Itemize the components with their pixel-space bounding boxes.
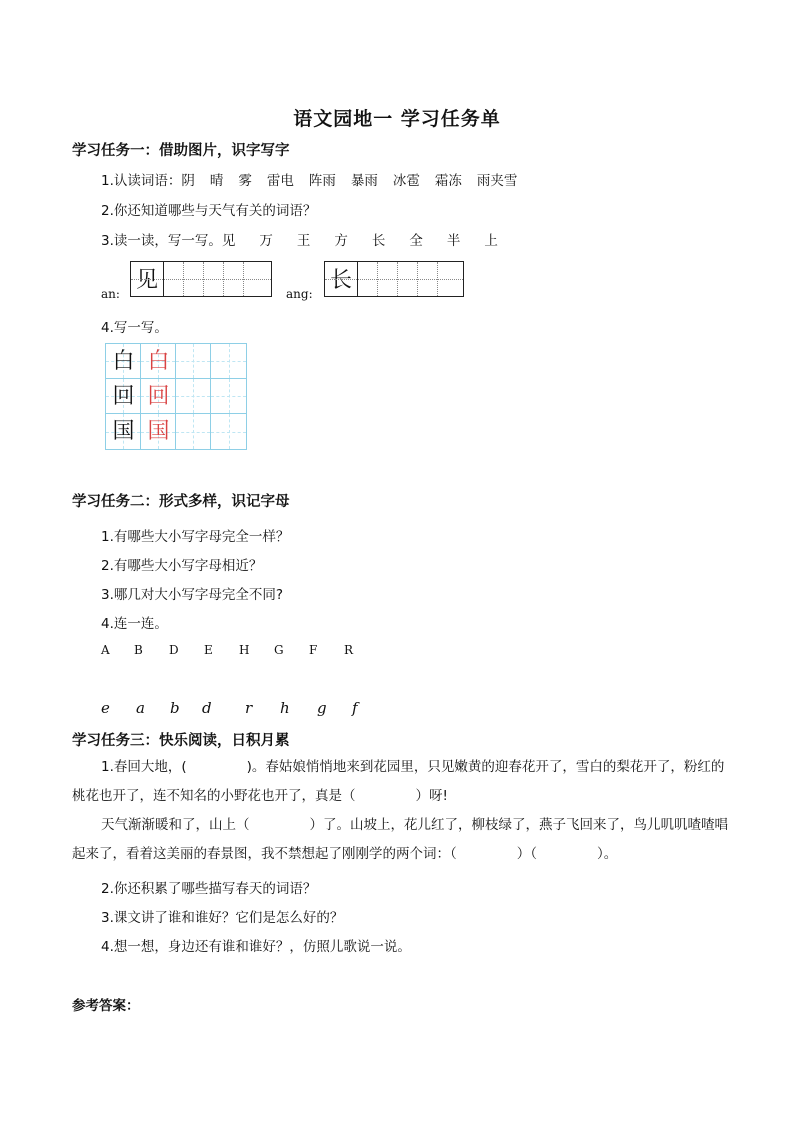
strip1-char: 见 — [136, 268, 159, 293]
word-5: 暴雨 — [350, 173, 378, 189]
upper-letter[interactable]: H — [239, 643, 250, 657]
task2-q4: 4.连一连。 — [101, 616, 168, 632]
lowercase-row — [0, 699, 794, 719]
upper-letter[interactable]: B — [134, 643, 143, 657]
char-1: 万 — [259, 233, 273, 249]
writing-strip-1[interactable] — [130, 261, 272, 297]
grid-trace-char: 国 — [147, 419, 170, 444]
upper-letter[interactable]: A — [101, 643, 110, 657]
lower-letter[interactable]: h — [280, 699, 290, 717]
char-3: 方 — [334, 233, 348, 249]
word-2: 雾 — [238, 173, 252, 189]
char-2: 王 — [296, 233, 311, 249]
task3-q4: 4.想一想，身边还有谁和谁好？，仿照儿歌说一说。 — [101, 939, 411, 955]
task1-q3 — [101, 229, 522, 249]
word-3: 雷电 — [266, 173, 294, 189]
task2-q2: 2.有哪些大小写字母相近？ — [101, 558, 263, 574]
word-8: 雨夹雪 — [476, 173, 518, 189]
passage-paragraph-2: 天气渐渐暖和了，山上（ ）了。山坡上，花儿红了，柳枝绿了，燕子飞回来了，鸟儿叽叽喳喳唱起来了，看着这美丽的春景图，我不禁想起了刚刚学的两个词：（ ）（ ）。 — [72, 817, 728, 862]
upper-letter[interactable]: F — [309, 643, 318, 657]
task1-q1 — [101, 169, 532, 189]
upper-letter[interactable]: D — [169, 643, 179, 657]
lower-letter[interactable]: b — [170, 699, 180, 717]
passage-paragraph-1: 1.春回大地，( )。春姑娘悄悄地来到花园里，只见嫩黄的迎春花开了，雪白的梨花开了，粉红的桃花也开了，连不知名的小野花也开了，真是（ ）呀! — [72, 759, 725, 804]
reading-passage — [72, 753, 732, 869]
char-6: 半 — [446, 233, 461, 249]
char-0: 见 — [221, 233, 236, 249]
answers-heading: 参考答案： — [72, 998, 140, 1014]
task1-heading: 学习任务一：借助图片，识字写字 — [72, 143, 290, 159]
page-title: 语文园地一 学习任务单 — [293, 108, 501, 130]
practice-grid[interactable] — [105, 343, 247, 450]
lower-letter[interactable]: a — [136, 699, 145, 717]
grid-model-char: 国 — [112, 419, 135, 444]
upper-letter[interactable]: E — [204, 643, 213, 657]
task1-q4: 4.写一写。 — [101, 320, 168, 336]
char-7: 上 — [484, 233, 498, 249]
task3-q2: 2.你还积累了哪些描写春天的词语？ — [101, 881, 317, 897]
lower-letter[interactable]: f — [352, 699, 358, 717]
task3-q3: 3.课文讲了谁和谁好？它们是怎么好的？ — [101, 910, 344, 926]
upper-letter[interactable]: R — [344, 643, 354, 657]
lower-letter[interactable]: g — [317, 699, 327, 717]
task2-heading: 学习任务二：形式多样，识记字母 — [72, 494, 290, 510]
word-0: 阴 — [181, 173, 195, 189]
q1-label: 1.认读词语： — [101, 173, 182, 189]
grid-trace-char: 白 — [147, 349, 170, 374]
lower-letter[interactable]: d — [202, 699, 212, 717]
word-4: 阵雨 — [308, 173, 336, 189]
lower-letter[interactable]: r — [245, 699, 253, 717]
char-5: 全 — [409, 233, 423, 249]
strip2-pinyin: ang: — [286, 287, 313, 301]
strip1-pinyin: an: — [101, 287, 120, 301]
task1-q2: 2.你还知道哪些与天气有关的词语？ — [101, 203, 317, 219]
task3-heading: 学习任务三：快乐阅读，日积月累 — [72, 733, 290, 749]
q3-label: 3.读一读，写一写。 — [101, 233, 222, 249]
grid-model-char: 回 — [112, 384, 135, 409]
grid-trace-char: 回 — [147, 384, 170, 409]
uppercase-row — [0, 643, 794, 661]
word-1: 晴 — [209, 173, 224, 189]
lower-letter[interactable]: e — [101, 699, 110, 717]
task2-q1: 1.有哪些大小写字母完全一样？ — [101, 529, 290, 545]
grid-model-char: 白 — [112, 349, 135, 374]
word-6: 冰雹 — [392, 173, 420, 189]
upper-letter[interactable]: G — [274, 643, 284, 657]
char-4: 长 — [371, 233, 386, 249]
writing-strip-2[interactable] — [324, 261, 464, 297]
strip2-char: 长 — [330, 268, 353, 293]
task2-q3: 3.哪几对大小写字母完全不同? — [101, 587, 284, 603]
word-7: 霜冻 — [434, 173, 462, 189]
